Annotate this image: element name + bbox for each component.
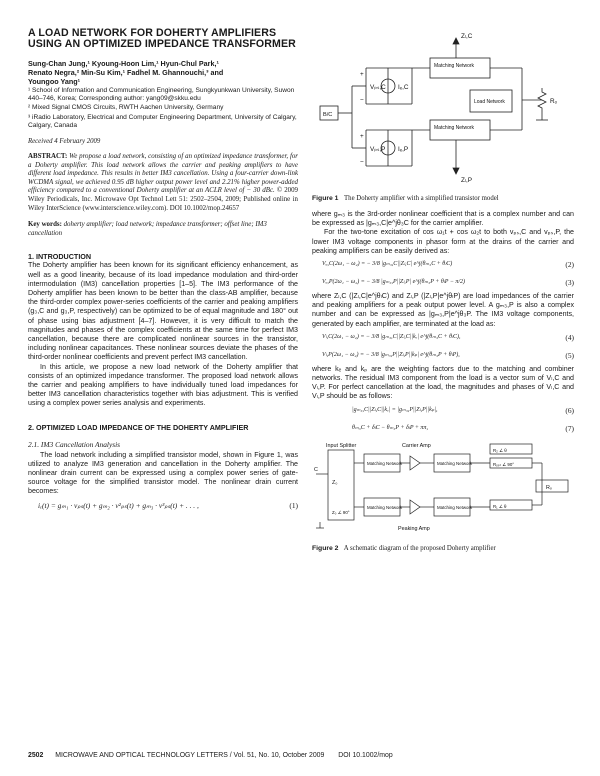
peaking-transistor-icon	[410, 500, 420, 514]
equation-6-number: (6)	[565, 405, 574, 415]
equation-5-body: Vₗ,P(2ω₁ − ω₂) = − 3/8 |gₘ₃,P||Zₗ,P||kₚ| e^j(θₘ₃P + θₗP),	[322, 351, 460, 358]
journal-info: MICROWAVE AND OPTICAL TECHNOLOGY LETTERS / Vol. 51, No. 10, October 2009	[55, 752, 325, 759]
equation-5-number: (5)	[565, 350, 574, 360]
page-number: 2502	[28, 752, 44, 759]
label-vgsp: Vₚₛ,P	[370, 146, 386, 153]
label-r1: R₁ ∠ θ	[493, 503, 507, 509]
figure-1-diagram	[312, 28, 574, 186]
page-footer	[28, 752, 574, 759]
authors-line-1: Sung-Chan Jung,¹ Kyoung-Hoon Lim,¹ Hyun-Chul Park,¹	[28, 59, 219, 68]
minus-sign-carrier: −	[360, 97, 364, 104]
label-match-2: Matching Network	[437, 460, 473, 466]
abstract	[28, 153, 298, 213]
intro-paragraph-2: In this article, we propose a new load network of the Doherty amplifier that consists of an optimized impedance transformer. The proposed load network allows the carrier and peaking amplifiers to have individually tuned load impedances for better IM3 cancellation characteristics together with bias adjustment. This is verified using a complex power series analysis and experiments.	[28, 362, 298, 408]
figure-2-caption-text: A schematic diagram of the proposed Doherty amplifier	[343, 544, 496, 552]
plus-sign-peaking: +	[360, 133, 364, 140]
equation-7-body: θₘ₃C + δₗC − θₘ₃P + δₗP + ππ,	[352, 424, 428, 431]
equation-6-body: |gₘ₃,C||Zₗ,C||kₑ| = |gₘ₃,P||Zₗ,P||kₚ|,	[352, 406, 438, 413]
label-port-c: C	[314, 466, 318, 473]
right-paragraph-2: For the two-tone excitation of cos ω₁t + cos ω₂t to both vₚₛ,C and vₚₛ,P, the lower IM3 voltage components in phasor form at the drains of the carrier and peaking amplifiers can be easily derived as:	[312, 228, 574, 255]
plus-sign-carrier: +	[360, 71, 364, 78]
abstract-label: ABSTRACT:	[28, 153, 68, 161]
figure-1-caption	[312, 195, 574, 202]
label-idp: Iₑ,P	[398, 146, 409, 153]
label-idc: Iₑ,C	[398, 84, 409, 91]
label-peaking-amp: Peaking Amp	[398, 525, 430, 532]
arrow-up-icon	[453, 38, 459, 44]
label-z0-90: Z₀ ∠ 90°	[332, 509, 350, 515]
equation-4	[312, 329, 574, 347]
equation-2-number: (2)	[565, 260, 574, 270]
equation-7-number: (7)	[565, 423, 574, 433]
keywords-label: Key words:	[28, 221, 62, 229]
affiliation-3: ³ iRadio Laboratory, Electrical and Computer Engineering Department, University of Calgary, Calgary, Canada	[28, 113, 297, 129]
equation-1	[28, 497, 298, 515]
right-paragraph-3: where Zₗ,C (|Zₗ,C|e^jθₗC) and Zₗ,P (|Zₗ,P|e^jθₗP) are load impedances of the carrier and peaking amplifiers for a peak output power level. A gₘ₃,P is also a complex number and can be expressed as |gₘ₃,P|e^jθ₃P. The IM3 voltage components, generated by each amplifier, are terminated at the load as:	[312, 292, 574, 328]
footer-doi: DOI 10.1002/mop	[338, 752, 393, 759]
equation-6	[312, 402, 574, 420]
label-match-3: Matching Network	[367, 504, 403, 510]
equation-3	[312, 274, 574, 292]
label-zlc: Zₗ,C	[461, 33, 473, 40]
section-2-paragraph-1: The load network including a simplified transistor model, shown in Figure 1, was utilized to analyze IM3 generation and cancellation in the Doherty amplifier. The nonlinear drain current can be expressed using a complex power series of gate-source voltage for the simplified transistor model. The nonlinear drain current becomes:	[28, 450, 298, 496]
carrier-transistor-icon	[410, 456, 420, 470]
output-load-box	[536, 480, 568, 492]
label-ropt: Rₒₚₜ ∠ 90°	[493, 461, 515, 467]
abstract-text: We propose a load network, consisting of an optimized impedance transformer, for a Doherty amplifier. This load network allows the carrier and peaking amplifiers to have different load impedance. This results in better IM3 cancellation. Using a four-carrier down-link WCDMA signal, we achieved 0.95 dB higher output power level and 2.21% higher power-added efficiency compared to a conventional Doherty amplifier at an ACLR level of − 30 dBc.	[28, 153, 298, 195]
keywords-text: doherty amplifier; load network; impedance transformer; offset line; IM3 cancellation	[28, 221, 267, 237]
authors-line-2: Renato Negra,² Min-Su Kim,¹ Fadhel M. Ghannouchi,³ and	[28, 68, 224, 77]
figure-1-caption-text: The Doherty amplifier with a simplified transistor model	[344, 195, 499, 202]
equation-3-body: Vₒ,P(2ω₁ − ω₂) = − 3/8 |gₘ₃,P||Zₗ,P| e^j(θₘ₃P + θₗP − π/2)	[322, 279, 466, 286]
label-match-4: Matching Network	[437, 504, 473, 510]
equation-5	[312, 347, 574, 365]
label-match-1: Matching Network	[367, 460, 403, 466]
right-paragraph-4: where kₑ and kₚ are the weighting factors due to the matching and combiner networks. The residual IM3 component from the load is a vector sum of Vₗ,C and Vₗ,P. For perfect cancellation at the load, the magnitudes and phases of Vₗ,C and Vₗ,P should be as follows:	[312, 364, 574, 401]
label-z0: Z₀	[332, 479, 338, 486]
subsection-2-1-title: 2.1. IM3 Cancellation Analysis	[28, 439, 121, 449]
section-1-title: 1. INTRODUCTION	[28, 252, 92, 262]
author-list	[28, 59, 298, 86]
label-match-top: Matching Network	[434, 63, 475, 69]
figure-2-label: Figure 2	[312, 544, 339, 552]
label-ro: Rₒ	[550, 98, 558, 105]
equation-4-body: Vₗ,C(2ω₁ − ω₂) = − 3/8 |gₘ₃,C||Zₗ,C||kₑ| e^j(θₘ₃C + θₗC),	[322, 333, 461, 340]
minus-sign-peaking: −	[360, 159, 364, 166]
affiliation-2: ² Mixed Signal CMOS Circuits, RWTH Aachen University, Germany	[28, 104, 224, 112]
affiliation-1: ¹ School of Information and Communication Engineering, Sungkyunkwan University, Suwon 440–746, Korea; Corresponding author: yang09@skku.edu	[28, 87, 295, 103]
keywords	[28, 221, 298, 238]
figure-1-label: Figure 1	[312, 195, 339, 202]
equation-1-number: (1)	[289, 500, 298, 510]
label-fig2-ro: Rₒ	[546, 484, 552, 491]
label-r2: R₂ ∠ θ	[493, 447, 507, 453]
intro-paragraph-1: The Doherty amplifier has been known for its significant efficiency enhancement, as well as a good linearity, because of its load impedance modulation and third-order intermodulation (IM3) cancellation properties [1–5]. The IM3 performance of the Doherty amplifier has been known to be better than the class-AB amplifier, because the third-order complex power-series coefficients of the carrier and peaking amplifiers (g₃,C and g₃,P, respectively) can be optimized to be of equal magnitude and 180° out of phase using bias adjustment [4–7]. However, it is very difficult to match the magnitudes and phases of the complex coefficients at the same time for perfect IM3 cancellation, because there are complicated nonlinear sources in the transistor, including nonlinear capacitances. These nonlinear sources deviate the phases of the third-order nonlinear coefficients and prevent perfect IM3 cancellation.	[28, 261, 298, 362]
label-vgsc: Vₚₛ,C	[370, 84, 386, 91]
equation-1-body: iₑ(t) = gₘ₁ · vₚₛ(t) + gₘ₂ · v²ₚₛ(t) + gₘ₃ · v³ₚₛ(t) + . . . ,	[38, 500, 199, 510]
arrow-down-icon	[453, 168, 459, 174]
article-title: A LOAD NETWORK FOR DOHERTY AMPLIFIERS USING AN OPTIMIZED IMPEDANCE TRANSFORMER	[28, 27, 296, 50]
abstract-tail: © 2009 Wiley Periodicals, Inc. Microwave Opt Technol Lett 51: 2502–2504, 2009; Published online in Wiley InterScience (www.interscience.wiley.com). DOI 10.1002/mop.24657	[28, 187, 298, 212]
label-bc: B/C	[323, 112, 333, 118]
section-2-title: 2. OPTIMIZED LOAD IMPEDANCE OF THE DOHERTY AMPLIFIER	[28, 422, 249, 432]
right-paragraph-1: where gₘ₃ is the 3rd-order nonlinear coefficient that is a complex number and can be expressed as |gₘ₃,C|e^jθ₃C for the carrier amplifier.	[312, 210, 574, 228]
label-zlp: Zₗ,P	[461, 177, 473, 184]
label-input-splitter: Input Splitter	[326, 442, 357, 449]
label-match-bottom: Matching Network	[434, 125, 475, 131]
figure-2-caption	[312, 545, 574, 552]
equation-2	[312, 256, 574, 274]
label-load-network: Load Network	[474, 99, 505, 105]
equation-4-number: (4)	[565, 332, 574, 342]
right-column	[312, 28, 574, 552]
figure-2-diagram	[312, 438, 574, 536]
left-column	[28, 28, 298, 515]
equation-7	[312, 420, 574, 438]
received-date: Received 4 February 2009	[28, 138, 101, 146]
label-carrier-amp: Carrier Amp	[402, 442, 431, 449]
equation-3-number: (3)	[565, 278, 574, 288]
equation-2-body: Vₒ,C(2ω₁ − ω₂) = − 3/8 |gₘ₃,C||Zₗ,C| e^j(θₘ₃C + θₗC)	[322, 261, 453, 268]
authors-line-3: Youngoo Yang¹	[28, 77, 81, 86]
